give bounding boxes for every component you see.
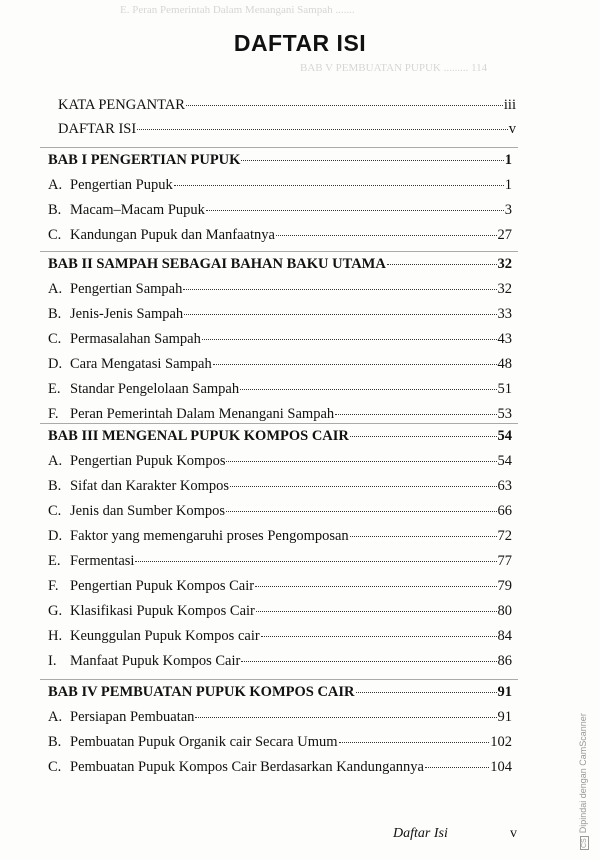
toc-entry-label: A. Pengertian Sampah	[48, 281, 183, 297]
page-title: DAFTAR ISI	[233, 30, 367, 56]
toc-entry-label: DAFTAR ISI	[58, 121, 137, 137]
section-divider	[40, 679, 518, 680]
toc-page-number: 33	[497, 306, 512, 322]
dot-leader	[226, 511, 496, 512]
toc-entry-label: F. Peran Pemerintah Dalam Menangani Sampah	[48, 406, 335, 422]
toc-page-number: 72	[497, 528, 512, 544]
toc-page-number: 91	[497, 709, 512, 725]
toc-entry	[48, 478, 512, 495]
toc-entry	[48, 603, 512, 620]
toc-entry-letter: C.	[48, 227, 62, 243]
toc-chapter-heading	[48, 428, 512, 445]
dot-leader	[213, 364, 497, 365]
toc-entry-label: E. Standar Pengelolaan Sampah	[48, 381, 240, 397]
toc-entry	[48, 759, 512, 776]
toc-entry	[48, 503, 512, 520]
toc-entry-label: D. Cara Mengatasi Sampah	[48, 356, 212, 372]
toc-entry	[48, 578, 512, 595]
toc-front-entry	[58, 97, 516, 114]
toc-entry-letter: B.	[48, 734, 62, 750]
toc-entry	[48, 453, 512, 470]
bleed-text: E. Peran Pemerintah Dalam Menangani Sampah .......	[120, 4, 355, 16]
toc-entry	[48, 709, 512, 726]
dot-leader	[241, 160, 503, 161]
toc-entry	[48, 381, 512, 398]
toc-entry	[48, 306, 512, 323]
footer-label: Daftar Isi	[393, 826, 448, 841]
toc-page-number: 77	[497, 553, 512, 569]
toc-entry-letter: E.	[48, 381, 61, 397]
toc-entry-letter: C.	[48, 503, 62, 519]
dot-leader	[195, 717, 496, 718]
toc-entry-letter: A.	[48, 281, 63, 297]
toc-entry-letter: C.	[48, 331, 62, 347]
toc-entry	[48, 281, 512, 298]
toc-page-number: 1	[504, 177, 512, 193]
dot-leader	[339, 742, 490, 743]
dot-leader	[356, 692, 497, 693]
toc-entry-label: H. Keunggulan Pupuk Kompos cair	[48, 628, 260, 644]
toc-entry-label: B. Macam–Macam Pupuk	[48, 202, 205, 218]
toc-entry-label: KATA PENGANTAR	[58, 97, 185, 113]
toc-entry-label: BAB II SAMPAH SEBAGAI BAHAN BAKU UTAMA	[48, 256, 386, 272]
dot-leader	[350, 436, 497, 437]
dot-leader	[135, 561, 496, 562]
toc-entry-label: G. Klasifikasi Pupuk Kompos Cair	[48, 603, 255, 619]
toc-page-number: 79	[497, 578, 512, 594]
dot-leader	[174, 185, 504, 186]
toc-entry	[48, 734, 512, 751]
toc-page-number: 43	[497, 331, 512, 347]
toc-entry-label: F. Pengertian Pupuk Kompos Cair	[48, 578, 255, 594]
dot-leader	[202, 339, 497, 340]
section-divider	[40, 251, 518, 252]
toc-entry-label: B. Pembuatan Pupuk Organik cair Secara Umum	[48, 734, 338, 750]
toc-page-number: 86	[497, 653, 512, 669]
toc-page-number: 53	[497, 406, 512, 422]
toc-entry-letter: G.	[48, 603, 63, 619]
toc-entry	[48, 553, 512, 570]
toc-entry-label: D. Faktor yang memengaruhi proses Pengomposan	[48, 528, 349, 544]
toc-page-number: 48	[497, 356, 512, 372]
toc-entry-label: B. Sifat dan Karakter Kompos	[48, 478, 230, 494]
dot-leader	[425, 767, 489, 768]
toc-entry-letter: B.	[48, 202, 62, 218]
toc-entry-label: A. Persiapan Pembuatan	[48, 709, 195, 725]
dot-leader	[276, 235, 497, 236]
toc-page-number: 32	[497, 281, 512, 297]
toc-entry-letter: H.	[48, 628, 63, 644]
toc-page-number: 1	[504, 152, 512, 168]
toc-page-number: 32	[497, 256, 512, 272]
dot-leader	[183, 289, 496, 290]
toc-page-number: v	[508, 121, 516, 137]
toc-entry-label: BAB IV PEMBUATAN PUPUK KOMPOS CAIR	[48, 684, 355, 700]
toc-entry	[48, 528, 512, 545]
toc-entry-label: C. Pembuatan Pupuk Kompos Cair Berdasarkan Kandungannya	[48, 759, 424, 775]
dot-leader	[230, 486, 496, 487]
toc-page-number: 51	[497, 381, 512, 397]
toc-entry-label: C. Jenis dan Sumber Kompos	[48, 503, 226, 519]
toc-page-number: 27	[497, 227, 512, 243]
toc-entry-letter: A.	[48, 177, 63, 193]
toc-entry-label: BAB I PENGERTIAN PUPUK	[48, 152, 241, 168]
bleed-text: BAB V PEMBUATAN PUPUK ......... 114	[300, 62, 488, 74]
toc-front-entry	[58, 121, 516, 138]
toc-entry	[48, 628, 512, 645]
toc-entry-label: B. Jenis-Jenis Sampah	[48, 306, 184, 322]
toc-entry	[48, 356, 512, 373]
toc-entry-label: C. Kandungan Pupuk dan Manfaatnya	[48, 227, 275, 243]
toc-entry	[48, 202, 512, 219]
dot-leader	[226, 461, 496, 462]
dot-leader	[206, 210, 504, 211]
toc-entry	[48, 653, 512, 670]
toc-entry-label: A. Pengertian Pupuk Kompos	[48, 453, 226, 469]
toc-entry-label: E. Fermentasi	[48, 553, 135, 569]
toc-entry-letter: E.	[48, 553, 61, 569]
toc-entry-letter: B.	[48, 306, 62, 322]
dot-leader	[335, 414, 496, 415]
dot-leader	[240, 389, 496, 390]
toc-entry-letter: C.	[48, 759, 62, 775]
toc-page-number: 54	[497, 453, 512, 469]
dot-leader	[184, 314, 496, 315]
dot-leader	[241, 661, 496, 662]
toc-page-number: 104	[490, 759, 512, 775]
toc-entry-label: BAB III MENGENAL PUPUK KOMPOS CAIR	[48, 428, 349, 444]
toc-entry-letter: B.	[48, 478, 62, 494]
toc-entry	[48, 177, 512, 194]
toc-entry-letter: D.	[48, 528, 63, 544]
footer-page-number: v	[510, 826, 517, 841]
toc-entry-letter: D.	[48, 356, 63, 372]
toc-page-number: 3	[504, 202, 512, 218]
dot-leader	[350, 536, 497, 537]
toc-entry-letter: A.	[48, 453, 63, 469]
toc-entry-letter: F.	[48, 406, 59, 422]
toc-entry-label: A. Pengertian Pupuk	[48, 177, 173, 193]
toc-chapter-heading	[48, 256, 512, 273]
toc-chapter-heading	[48, 684, 512, 701]
toc-page-number: 84	[497, 628, 512, 644]
toc-page-number: 91	[497, 684, 512, 700]
toc-entry-label: C. Permasalahan Sampah	[48, 331, 201, 347]
toc-page-number: 66	[497, 503, 512, 519]
toc-entry-label: I. Manfaat Pupuk Kompos Cair	[48, 653, 241, 669]
toc-page-number: iii	[503, 97, 516, 113]
toc-page-number: 102	[490, 734, 512, 750]
toc-entry-letter: I.	[48, 653, 57, 669]
toc-entry-letter: F.	[48, 578, 59, 594]
toc-entry	[48, 227, 512, 244]
section-divider	[40, 423, 518, 424]
toc-entry	[48, 331, 512, 348]
dot-leader	[255, 586, 496, 587]
toc-page-number: 54	[497, 428, 512, 444]
dot-leader	[137, 129, 508, 130]
toc-chapter-heading	[48, 152, 512, 169]
scanner-watermark: CSDipindai dengan CamScanner	[578, 713, 588, 848]
camscanner-icon: CS	[581, 838, 588, 848]
toc-page-number: 63	[497, 478, 512, 494]
dot-leader	[256, 611, 497, 612]
dot-leader	[261, 636, 497, 637]
section-divider	[40, 147, 518, 148]
dot-leader	[186, 105, 503, 106]
toc-entry	[48, 406, 512, 423]
dot-leader	[387, 264, 497, 265]
toc-entry-letter: A.	[48, 709, 63, 725]
toc-page-number: 80	[497, 603, 512, 619]
